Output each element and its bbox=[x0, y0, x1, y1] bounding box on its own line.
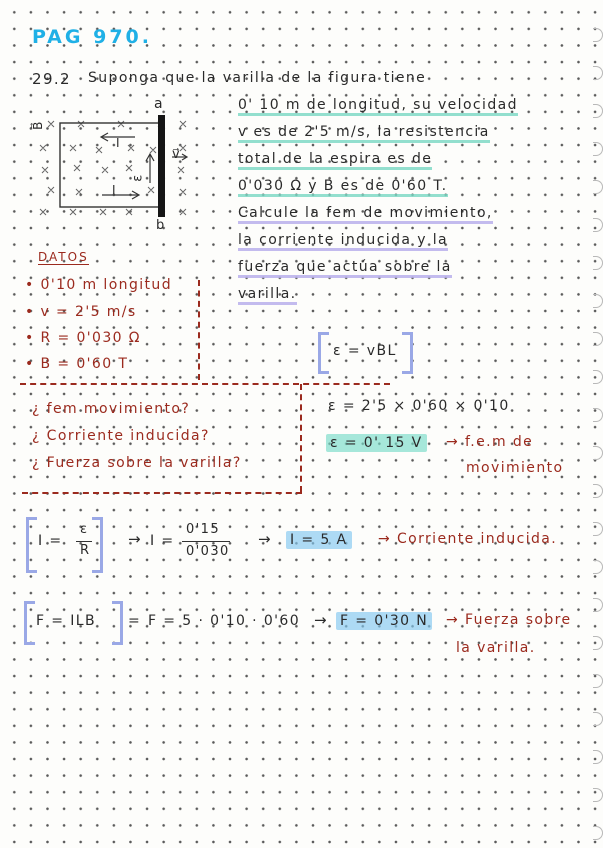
current-num: ε bbox=[80, 522, 89, 537]
problem-line-4: total de la espira es de bbox=[238, 151, 432, 167]
datos-item-1: • 0'10 m longitud bbox=[25, 277, 172, 293]
question-3: ¿ Fuerza sobre la varilla? bbox=[32, 455, 242, 471]
current-sub-den: 0'030 bbox=[186, 544, 230, 559]
current-bracket-left bbox=[26, 517, 37, 573]
current-result: I = 5 A bbox=[286, 531, 352, 549]
problem-line-9: varilla. bbox=[238, 286, 297, 302]
question-1: ¿ fem movimiento? bbox=[32, 401, 191, 417]
force-substitution: F = 5 · 0'10 · 0'60 bbox=[148, 613, 301, 629]
figure-label-emf: ε bbox=[130, 173, 146, 182]
force-bracket-right bbox=[112, 601, 123, 645]
current-sub-fraction-bar bbox=[182, 541, 230, 542]
rod bbox=[158, 115, 165, 217]
force-bracket-left bbox=[24, 601, 35, 645]
force-equals: = bbox=[128, 613, 142, 629]
force-label-line2: la varilla. bbox=[456, 640, 536, 656]
problem-line-6: Calcule la fem de movimiento, bbox=[238, 205, 493, 221]
figure-label-I-bottom: I bbox=[112, 183, 117, 197]
current-den: R bbox=[80, 543, 91, 558]
page-header: PAG 970. bbox=[32, 26, 152, 48]
problem-line-7: la corriente inducida y la bbox=[238, 232, 448, 248]
emf-result: ε = 0' 15 V bbox=[326, 434, 427, 452]
problem-line-3: v es de 2'5 m/s, la resistencia bbox=[238, 124, 490, 140]
datos-item-4: • B = 0'60 T bbox=[25, 356, 129, 372]
figure-label-b: b bbox=[156, 218, 166, 233]
emf-formula: ε = vBL bbox=[333, 343, 397, 359]
figure-label-I-top: I bbox=[116, 136, 121, 150]
figure-label-B: B⃗ bbox=[30, 120, 45, 130]
current-label: → Corriente inducida. bbox=[378, 531, 558, 547]
force-label-line1: → Fuerza sobre bbox=[446, 612, 572, 628]
divider-vertical-top bbox=[198, 280, 200, 380]
force-result: F = 0'30 N bbox=[336, 612, 432, 630]
figure-label-a: a bbox=[154, 96, 164, 112]
current-sub-num: 0'15 bbox=[186, 522, 220, 537]
datos-item-3: • R = 0'030 Ω bbox=[25, 330, 141, 346]
problem-line-2: 0' 10 m de longitud, su velocidad bbox=[238, 97, 518, 113]
problem-line-1: Suponga que la varilla de la figura tiene bbox=[88, 70, 427, 86]
question-2: ¿ Corriente inducida? bbox=[32, 428, 210, 444]
force-arrow: → bbox=[314, 611, 328, 629]
force-formula: F = ILB bbox=[36, 613, 97, 629]
divider-bottom bbox=[22, 492, 302, 494]
current-arrow-2: → bbox=[258, 530, 272, 548]
figure-label-v: v⃗ bbox=[172, 147, 182, 162]
current-arrow-1: → bbox=[128, 530, 142, 548]
datos-title: DATOS bbox=[38, 250, 89, 264]
emf-label-line1: → f.e.m de bbox=[446, 434, 534, 450]
circuit-figure bbox=[30, 105, 210, 225]
emf-label-line2: movimiento bbox=[466, 460, 564, 476]
divider-vertical-right bbox=[300, 384, 302, 492]
current-bracket-right bbox=[92, 517, 103, 573]
problem-line-5: 0'030 Ω y B es de 0'60 T. bbox=[238, 178, 448, 194]
current-sub-lhs: I = bbox=[150, 533, 175, 549]
emf-substitution: ε = 2'5 × 0'60 × 0'10 bbox=[328, 398, 510, 414]
current-fraction-bar bbox=[76, 541, 92, 542]
emf-bracket-left bbox=[318, 332, 329, 374]
emf-bracket-right bbox=[402, 332, 413, 374]
datos-item-2: • v = 2'5 m/s bbox=[25, 304, 137, 320]
problem-number: 29.2 bbox=[32, 70, 71, 88]
problem-line-8: fuerza que actúa sobre la bbox=[238, 259, 452, 275]
divider-horizontal bbox=[20, 383, 390, 385]
current-lhs: I = bbox=[38, 533, 63, 549]
